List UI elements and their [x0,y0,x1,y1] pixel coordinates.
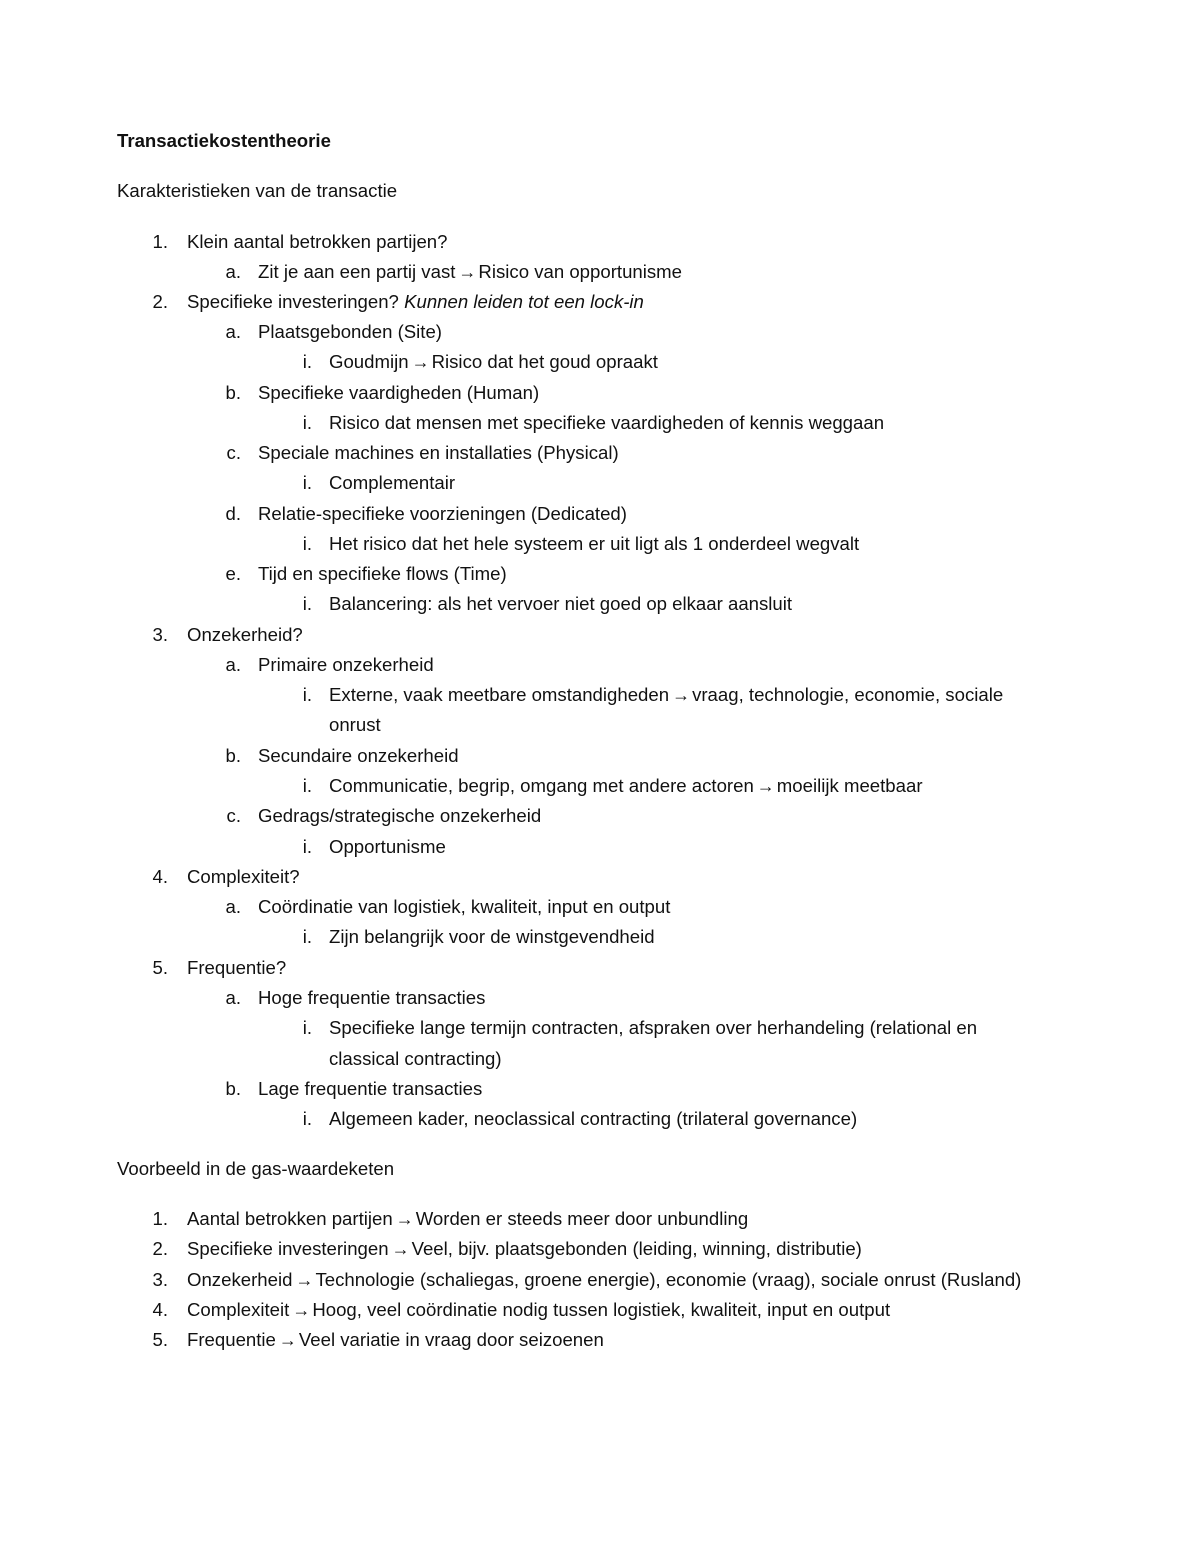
arrow-right-icon: → [411,352,430,372]
list-marker: 5. [152,1329,168,1350]
list-item-text: Klein aantal betrokken partijen? [187,231,448,252]
arrow-right-icon: → [295,1270,314,1290]
list-item-text: Complexiteit? [187,866,300,887]
list-item-text: Secundaire onzekerheid [258,745,459,766]
list-marker: i. [302,593,312,614]
list-item-text: Specifieke lange termijn contracten, afspraken over herhandeling (relational en [329,1017,978,1038]
list-item-text [187,1234,862,1264]
text-before-arrow: Externe, vaak meetbare omstandigheden [329,684,670,705]
arrow-right-icon: → [278,1330,297,1350]
list-item-text: Coördinatie van logistiek, kwaliteit, input en output [258,896,671,917]
list-marker: 5. [152,957,168,978]
list-marker: a. [225,896,241,917]
text-before-arrow: Frequentie [187,1329,276,1350]
list-marker: b. [225,1078,241,1099]
arrow-right-icon: → [292,1300,311,1320]
list-marker: i. [302,1017,312,1038]
list-item-text: Hoge frequentie transacties [258,987,486,1008]
title-text: Transactiekostentheorie [117,130,331,151]
list-item-text: Frequentie? [187,957,287,978]
list-item-text [329,347,658,377]
list-marker: i. [302,684,312,705]
list-item-text: Gedrags/strategische onzekerheid [258,805,542,826]
list-marker: a. [225,261,241,282]
text-after-arrow: moeilijk meetbaar [776,775,923,796]
list-item-text: Zijn belangrijk voor de winstgevendheid [329,926,655,947]
list-item-text: Balancering: als het vervoer niet goed op elkaar aansluit [329,593,793,614]
list-item-text [187,1204,748,1234]
list-item-text: Onzekerheid? [187,624,303,645]
list-marker: d. [225,503,241,524]
list-item-text [329,771,923,801]
list-item-text: classical contracting) [329,1048,502,1069]
list-item-text: Specifieke vaardigheden (Human) [258,382,540,403]
list-item-text: Speciale machines en installaties (Physical) [258,442,619,463]
list-marker: c. [226,442,241,463]
list-marker: b. [225,745,241,766]
text-before-arrow: Zit je aan een partij vast [258,261,456,282]
text-after-arrow: Technologie (schaliegas, groene energie), economie (vraag), sociale onrust (Rusland) [315,1269,1022,1290]
list-item-text: Algemeen kader, neoclassical contracting (trilateral governance) [329,1108,858,1129]
arrow-right-icon: → [756,776,775,796]
list-item-text [258,257,682,287]
list-marker: i. [302,775,312,796]
list-marker: 1. [152,1208,168,1229]
list-item-text: Relatie-specifieke voorzieningen (Dedicated) [258,503,627,524]
list-marker: 4. [152,1299,168,1320]
text-before-arrow: Aantal betrokken partijen [187,1208,393,1229]
list-marker: i. [302,412,312,433]
list-marker: i. [302,472,312,493]
list-item-text: Primaire onzekerheid [258,654,434,675]
list-item-text [187,287,644,317]
list-marker: 2. [152,1238,168,1259]
arrow-right-icon: → [672,685,691,705]
list-marker: i. [302,533,312,554]
list-marker: i. [302,836,312,857]
arrow-right-icon: → [395,1209,414,1229]
list-item-text: Complementair [329,472,456,493]
text-before-arrow: Goudmijn [329,351,409,372]
list-marker: b. [225,382,241,403]
list-item-text [329,680,1003,710]
list-item-text: Risico dat mensen met specifieke vaardigheden of kennis weggaan [329,412,885,433]
list-marker: 1. [152,231,168,252]
list-marker: a. [225,987,241,1008]
text-italic: Kunnen leiden tot een lock-in [404,291,644,312]
list-marker: c. [226,805,241,826]
text-after-arrow: Worden er steeds meer door unbundling [415,1208,749,1229]
list-item-text: Plaatsgebonden (Site) [258,321,442,342]
list-item-text [187,1265,1021,1295]
arrow-right-icon: → [458,262,477,282]
list-marker: e. [225,563,241,584]
text-before-arrow: Specifieke investeringen [187,1238,389,1259]
text-after-arrow: Risico van opportunisme [478,261,683,282]
list-marker: 3. [152,1269,168,1290]
text-before-arrow: Communicatie, begrip, omgang met andere actoren [329,775,754,796]
text-after-arrow: vraag, technologie, economie, sociale [692,684,1004,705]
text-after-arrow: Veel variatie in vraag door seizoenen [298,1329,604,1350]
list-marker: i. [302,1108,312,1129]
list-item-text: Het risico dat het hele systeem er uit ligt als 1 onderdeel wegvalt [329,533,860,554]
list-item-text: Lage frequentie transacties [258,1078,483,1099]
text-after-arrow: Hoog, veel coördinatie nodig tussen logistiek, kwaliteit, input en output [312,1299,891,1320]
list-item-text: Opportunisme [329,836,446,857]
list-marker: a. [225,654,241,675]
section-heading-text: Karakteristieken van de transactie [117,180,398,201]
list-item-text [187,1325,604,1355]
list-item-text: Tijd en specifieke flows (Time) [258,563,507,584]
text-regular: Specifieke investeringen? [187,291,399,312]
list-marker: a. [225,321,241,342]
list-marker: 4. [152,866,168,887]
text-before-arrow: Complexiteit [187,1299,290,1320]
text-after-arrow: Veel, bijv. plaatsgebonden (leiding, winning, distributie) [411,1238,862,1259]
list-marker: 3. [152,624,168,645]
text-after-arrow: Risico dat het goud opraakt [431,351,658,372]
list-item-text [187,1295,890,1325]
arrow-right-icon: → [391,1239,410,1259]
list-marker: i. [302,351,312,372]
list-marker: 2. [152,291,168,312]
list-item-text: onrust [329,714,381,735]
text-before-arrow: Onzekerheid [187,1269,293,1290]
section-heading-text: Voorbeeld in de gas-waardeketen [117,1158,395,1179]
list-marker: i. [302,926,312,947]
